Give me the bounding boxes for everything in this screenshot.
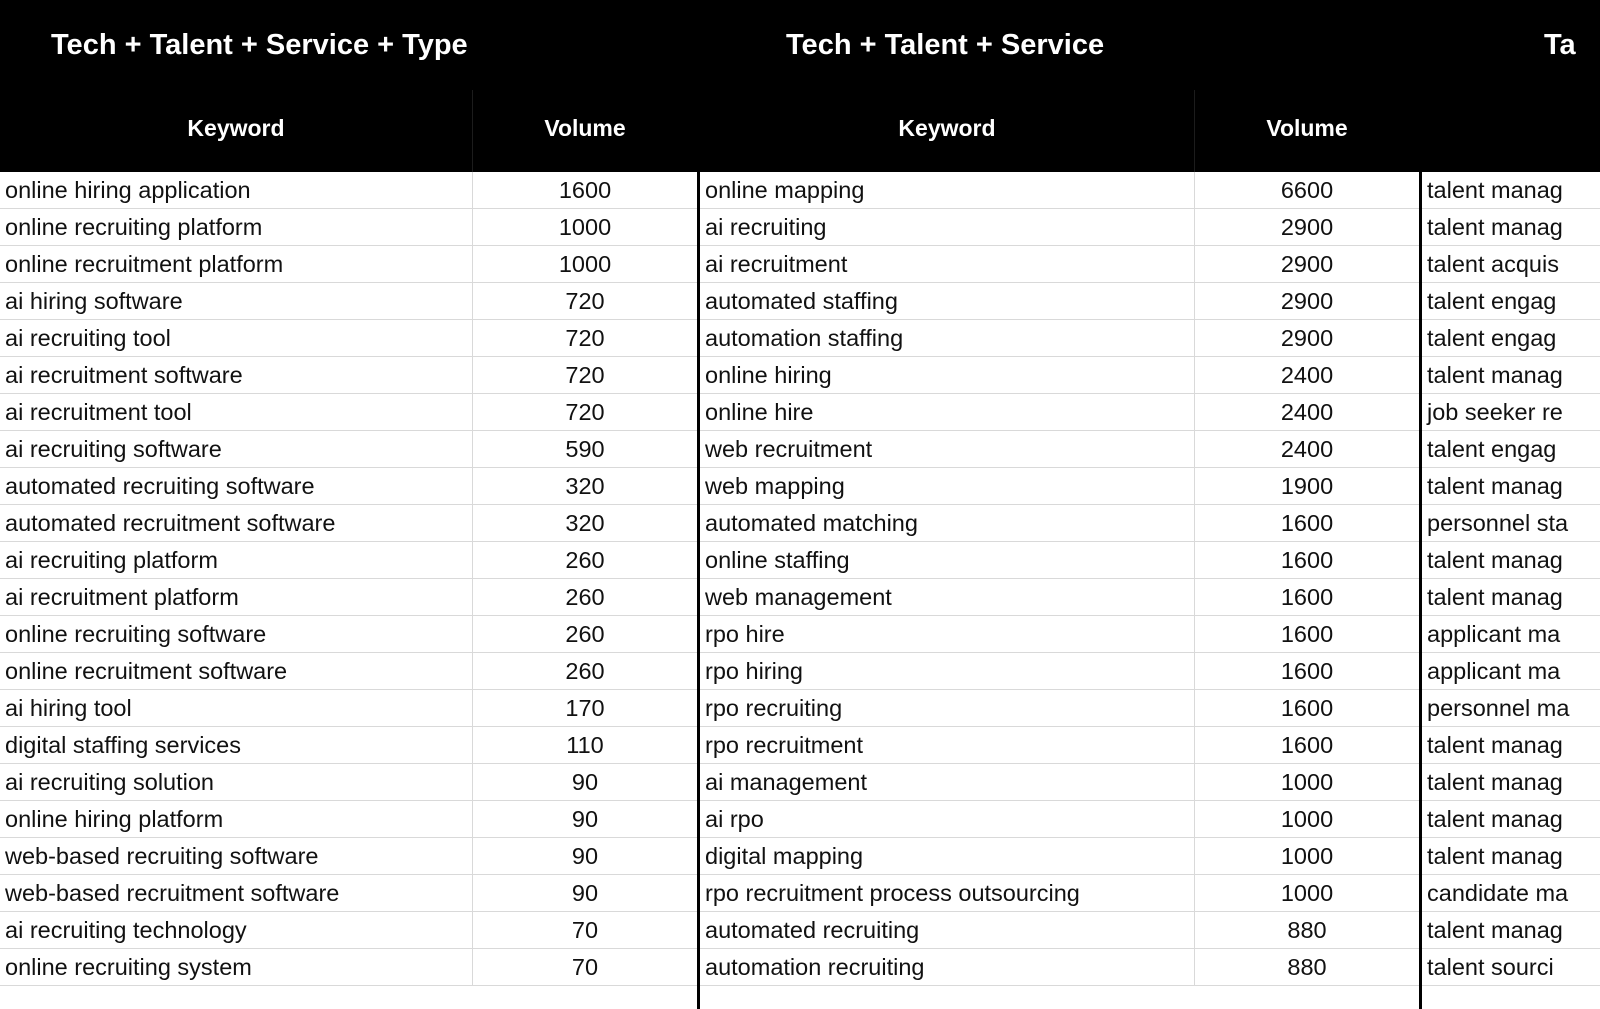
volume-cell[interactable]: 1000 bbox=[472, 246, 697, 282]
keyword-cell[interactable]: applicant ma bbox=[1427, 620, 1561, 647]
keyword-cell[interactable]: talent manag bbox=[1427, 472, 1563, 499]
table-row bbox=[1422, 468, 1600, 505]
column-header-row bbox=[700, 90, 1419, 172]
table-row bbox=[700, 912, 1419, 949]
keyword-cell[interactable]: automated matching bbox=[705, 509, 918, 536]
volume-cell[interactable]: 1900 bbox=[1194, 468, 1419, 504]
volume-cell[interactable]: 260 bbox=[472, 616, 697, 652]
volume-cell[interactable]: 1600 bbox=[472, 172, 697, 208]
volume-cell[interactable]: 170 bbox=[472, 690, 697, 726]
table-body bbox=[0, 172, 697, 986]
keyword-cell[interactable]: talent manag bbox=[1427, 768, 1563, 795]
table-row bbox=[0, 616, 697, 653]
table-row bbox=[700, 875, 1419, 912]
table-row bbox=[1422, 949, 1600, 986]
volume-cell[interactable]: 2400 bbox=[1194, 431, 1419, 467]
keyword-cell[interactable]: automated staffing bbox=[705, 287, 898, 314]
keyword-cell[interactable]: ai hiring tool bbox=[5, 694, 132, 721]
volume-cell[interactable]: 1000 bbox=[472, 209, 697, 245]
keyword-cell[interactable]: talent manag bbox=[1427, 176, 1563, 203]
keyword-column-header[interactable]: Keyword bbox=[898, 114, 996, 141]
volume-cell[interactable]: 260 bbox=[472, 579, 697, 615]
volume-cell[interactable]: 1600 bbox=[1194, 616, 1419, 652]
keyword-cell[interactable]: automated recruitment software bbox=[5, 509, 336, 536]
keyword-cell[interactable]: ai recruiting technology bbox=[5, 916, 247, 943]
panel-title[interactable]: Ta bbox=[1422, 0, 1600, 90]
table-row bbox=[700, 690, 1419, 727]
table-row bbox=[700, 172, 1419, 209]
keyword-column-header[interactable] bbox=[1422, 90, 1600, 172]
volume-cell[interactable]: 720 bbox=[472, 394, 697, 430]
keyword-cell[interactable]: ai recruiting solution bbox=[5, 768, 214, 795]
keyword-cell[interactable]: talent manag bbox=[1427, 361, 1563, 388]
keyword-cell[interactable]: ai recruiting bbox=[705, 213, 827, 240]
table-row bbox=[0, 320, 697, 357]
table-row bbox=[1422, 357, 1600, 394]
table-row bbox=[700, 949, 1419, 986]
volume-cell[interactable]: 720 bbox=[472, 357, 697, 393]
volume-cell[interactable]: 90 bbox=[472, 875, 697, 911]
volume-cell[interactable]: 880 bbox=[1194, 912, 1419, 948]
table-row bbox=[0, 653, 697, 690]
table-row bbox=[1422, 283, 1600, 320]
table-row bbox=[0, 431, 697, 468]
keyword-cell[interactable]: applicant ma bbox=[1427, 657, 1561, 684]
volume-cell[interactable]: 2900 bbox=[1194, 320, 1419, 356]
table-row bbox=[700, 727, 1419, 764]
keyword-cell[interactable]: rpo hiring bbox=[705, 657, 803, 684]
table-row bbox=[1422, 653, 1600, 690]
table-row bbox=[1422, 912, 1600, 949]
table-row bbox=[1422, 727, 1600, 764]
table-row bbox=[700, 579, 1419, 616]
volume-cell[interactable]: 590 bbox=[472, 431, 697, 467]
keyword-cell[interactable]: personnel sta bbox=[1427, 509, 1569, 536]
keyword-cell[interactable]: rpo hire bbox=[705, 620, 785, 647]
table-row bbox=[0, 468, 697, 505]
panel-tech-talent-service bbox=[700, 0, 1419, 1009]
volume-cell[interactable]: 1600 bbox=[1194, 727, 1419, 763]
keyword-cell[interactable]: automated recruiting bbox=[705, 916, 920, 943]
keyword-cell[interactable]: talent manag bbox=[1427, 213, 1563, 240]
keyword-cell[interactable]: ai recruiting software bbox=[5, 435, 222, 462]
table-row bbox=[0, 764, 697, 801]
keyword-cell[interactable]: talent manag bbox=[1427, 842, 1563, 869]
keyword-cell[interactable]: web recruitment bbox=[705, 435, 873, 462]
volume-cell[interactable]: 110 bbox=[472, 727, 697, 763]
table-row bbox=[700, 801, 1419, 838]
table-body bbox=[1422, 172, 1600, 986]
table-row bbox=[1422, 172, 1600, 209]
keyword-cell[interactable]: online recruiting platform bbox=[5, 213, 263, 240]
table-row bbox=[0, 801, 697, 838]
volume-cell[interactable]: 260 bbox=[472, 542, 697, 578]
column-header-row bbox=[0, 90, 697, 172]
table-row bbox=[1422, 209, 1600, 246]
keyword-cell[interactable]: ai recruitment platform bbox=[5, 583, 239, 610]
table-row bbox=[1422, 616, 1600, 653]
volume-cell[interactable]: 70 bbox=[472, 949, 697, 985]
keyword-cell[interactable]: talent engag bbox=[1427, 287, 1557, 314]
table-row bbox=[0, 912, 697, 949]
table-row bbox=[1422, 579, 1600, 616]
volume-cell[interactable]: 720 bbox=[472, 320, 697, 356]
volume-cell[interactable]: 6600 bbox=[1194, 172, 1419, 208]
table-row bbox=[0, 690, 697, 727]
volume-cell[interactable]: 90 bbox=[472, 838, 697, 874]
volume-cell[interactable]: 1600 bbox=[1194, 690, 1419, 726]
keyword-cell[interactable]: ai recruiting tool bbox=[5, 324, 171, 351]
keyword-cell[interactable]: candidate ma bbox=[1427, 879, 1569, 906]
table-row bbox=[700, 468, 1419, 505]
volume-cell[interactable]: 2900 bbox=[1194, 246, 1419, 282]
keyword-cell[interactable]: ai management bbox=[705, 768, 867, 795]
table-row bbox=[700, 394, 1419, 431]
keyword-cell[interactable]: online hiring platform bbox=[5, 805, 224, 832]
keyword-cell[interactable]: web mapping bbox=[705, 472, 845, 499]
panel-title[interactable]: Tech + Talent + Service + Type bbox=[0, 0, 697, 90]
keyword-cell[interactable]: rpo recruitment bbox=[705, 731, 864, 758]
keyword-cell[interactable]: talent manag bbox=[1427, 805, 1563, 832]
panel-talent-partial bbox=[1422, 0, 1600, 1009]
keyword-cell[interactable]: digital mapping bbox=[705, 842, 864, 869]
keyword-cell[interactable]: ai recruitment tool bbox=[5, 398, 192, 425]
volume-cell[interactable]: 90 bbox=[472, 801, 697, 837]
keyword-cell[interactable]: online recruitment software bbox=[5, 657, 288, 684]
table-row bbox=[0, 542, 697, 579]
volume-cell[interactable]: 1000 bbox=[1194, 875, 1419, 911]
keyword-cell[interactable]: ai recruitment bbox=[705, 250, 848, 277]
table-row bbox=[1422, 431, 1600, 468]
keyword-cell[interactable]: talent manag bbox=[1427, 546, 1563, 573]
keyword-cell[interactable]: talent engag bbox=[1427, 324, 1557, 351]
volume-cell[interactable]: 1600 bbox=[1194, 579, 1419, 615]
table-row bbox=[0, 283, 697, 320]
keyword-cell[interactable]: rpo recruiting bbox=[705, 694, 843, 721]
table-row bbox=[700, 320, 1419, 357]
volume-cell[interactable]: 2900 bbox=[1194, 209, 1419, 245]
keyword-cell[interactable]: online hiring bbox=[705, 361, 832, 388]
keyword-cell[interactable]: talent engag bbox=[1427, 435, 1557, 462]
volume-cell[interactable]: 90 bbox=[472, 764, 697, 800]
table-row bbox=[700, 209, 1419, 246]
keyword-cell[interactable]: online recruitment platform bbox=[5, 250, 284, 277]
table-row bbox=[700, 246, 1419, 283]
table-row bbox=[0, 172, 697, 209]
table-row bbox=[1422, 505, 1600, 542]
volume-cell[interactable]: 1000 bbox=[1194, 838, 1419, 874]
table-row bbox=[1422, 542, 1600, 579]
keyword-cell[interactable]: ai recruitment software bbox=[5, 361, 243, 388]
keyword-cell[interactable]: talent manag bbox=[1427, 916, 1563, 943]
table-row bbox=[0, 727, 697, 764]
volume-cell[interactable]: 70 bbox=[472, 912, 697, 948]
keyword-cell[interactable]: web-based recruiting software bbox=[5, 842, 319, 869]
keyword-cell[interactable]: talent acquis bbox=[1427, 250, 1559, 277]
volume-cell[interactable]: 2400 bbox=[1194, 394, 1419, 430]
keyword-cell[interactable]: online hiring application bbox=[5, 176, 251, 203]
keyword-cell[interactable]: automation recruiting bbox=[705, 953, 925, 980]
keyword-cell[interactable]: online recruiting system bbox=[5, 953, 252, 980]
table-row bbox=[0, 949, 697, 986]
volume-cell[interactable]: 1600 bbox=[1194, 542, 1419, 578]
table-row bbox=[700, 764, 1419, 801]
table-row bbox=[1422, 838, 1600, 875]
column-header-row bbox=[1422, 90, 1600, 172]
table-row bbox=[1422, 246, 1600, 283]
table-body bbox=[700, 172, 1419, 986]
table-row bbox=[700, 505, 1419, 542]
keyword-column-header[interactable]: Keyword bbox=[187, 114, 285, 141]
panel-title[interactable]: Tech + Talent + Service bbox=[700, 0, 1419, 90]
volume-column-header[interactable]: Volume bbox=[1194, 90, 1419, 172]
volume-cell[interactable]: 260 bbox=[472, 653, 697, 689]
volume-cell[interactable]: 1600 bbox=[1194, 505, 1419, 541]
table-row bbox=[0, 579, 697, 616]
keyword-cell[interactable]: ai hiring software bbox=[5, 287, 183, 314]
table-row bbox=[1422, 690, 1600, 727]
table-row bbox=[700, 838, 1419, 875]
keyword-cell[interactable]: rpo recruitment process outsourcing bbox=[705, 879, 1080, 906]
table-row bbox=[0, 394, 697, 431]
keyword-cell[interactable]: online staffing bbox=[705, 546, 850, 573]
keyword-cell[interactable]: automated recruiting software bbox=[5, 472, 315, 499]
keyword-cell[interactable]: talent sourci bbox=[1427, 953, 1554, 980]
volume-cell[interactable]: 1600 bbox=[1194, 653, 1419, 689]
table-row bbox=[0, 838, 697, 875]
table-row bbox=[1422, 875, 1600, 912]
keyword-cell[interactable]: online recruiting software bbox=[5, 620, 267, 647]
keyword-cell[interactable]: web management bbox=[705, 583, 892, 610]
keyword-cell[interactable]: ai recruiting platform bbox=[5, 546, 218, 573]
table-row bbox=[700, 542, 1419, 579]
table-row bbox=[1422, 801, 1600, 838]
volume-cell[interactable]: 2900 bbox=[1194, 283, 1419, 319]
keyword-cell[interactable]: web-based recruitment software bbox=[5, 879, 340, 906]
volume-cell[interactable]: 320 bbox=[472, 505, 697, 541]
volume-cell[interactable]: 1000 bbox=[1194, 764, 1419, 800]
volume-cell[interactable]: 880 bbox=[1194, 949, 1419, 985]
table-row bbox=[1422, 764, 1600, 801]
keyword-cell[interactable]: personnel ma bbox=[1427, 694, 1570, 721]
table-row bbox=[0, 357, 697, 394]
keyword-cell[interactable]: digital staffing services bbox=[5, 731, 241, 758]
keyword-cell[interactable]: online mapping bbox=[705, 176, 865, 203]
keyword-cell[interactable]: ai rpo bbox=[705, 805, 764, 832]
table-row bbox=[700, 357, 1419, 394]
table-row bbox=[0, 875, 697, 912]
keyword-cell[interactable]: automation staffing bbox=[705, 324, 904, 351]
volume-column-header[interactable]: Volume bbox=[472, 90, 697, 172]
table-row bbox=[1422, 394, 1600, 431]
table-row bbox=[0, 246, 697, 283]
table-row bbox=[700, 283, 1419, 320]
keyword-cell[interactable]: talent manag bbox=[1427, 583, 1563, 610]
volume-cell[interactable]: 1000 bbox=[1194, 801, 1419, 837]
table-row bbox=[1422, 320, 1600, 357]
volume-cell[interactable]: 2400 bbox=[1194, 357, 1419, 393]
volume-cell[interactable]: 720 bbox=[472, 283, 697, 319]
panel-tech-talent-service-type bbox=[0, 0, 697, 1009]
volume-cell[interactable]: 320 bbox=[472, 468, 697, 504]
table-row bbox=[0, 209, 697, 246]
keyword-cell[interactable]: job seeker re bbox=[1427, 398, 1563, 425]
table-row bbox=[700, 431, 1419, 468]
table-row bbox=[700, 653, 1419, 690]
keyword-cell[interactable]: talent manag bbox=[1427, 731, 1563, 758]
table-row bbox=[0, 505, 697, 542]
table-row bbox=[700, 616, 1419, 653]
keyword-cell[interactable]: online hire bbox=[705, 398, 814, 425]
